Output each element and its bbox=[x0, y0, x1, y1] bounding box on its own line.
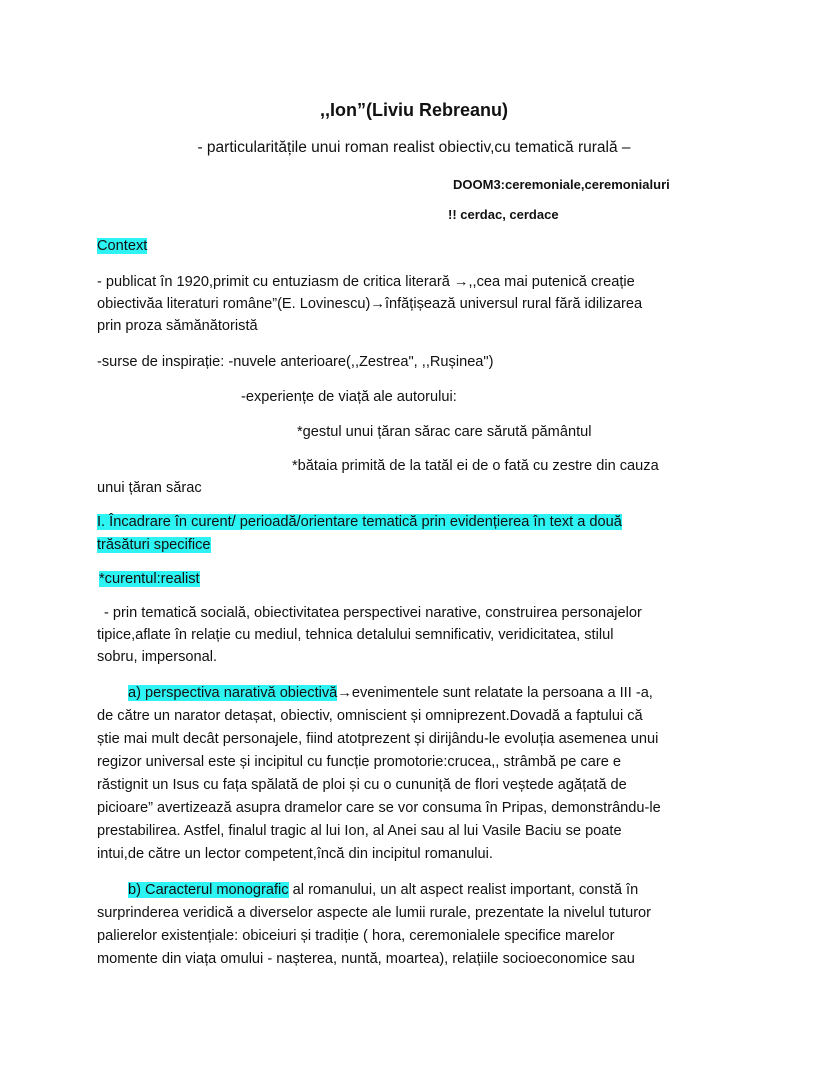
page-title: ,,Ion”(Liviu Rebreanu) bbox=[319, 100, 508, 120]
current-label: *curentul:realist bbox=[99, 571, 200, 587]
paragraph-line: picioare” avertizează asupra dramelor care se vor consuma în Pripas, demonstrându-le bbox=[97, 800, 661, 816]
paragraph-line: surprinderea veridică a diverselor aspecte ale lumii rurale, prezentate la nivelul tuturor bbox=[97, 905, 652, 921]
paragraph-line: prestabilirea. Astfel, finalul tragic al lui Ion, al Anei sau al lui Vasile Baciu se poate bbox=[97, 823, 622, 839]
paragraph-line: tipice,aflate în relație cu mediul, tehnica detalului semnificativ, veridicitatea, stilul bbox=[97, 627, 614, 643]
paragraph-line: unui țăran sărac bbox=[97, 480, 202, 496]
paragraph-line: regizor universal este și incipitul cu funcție promotorie:crucea,, strâmbă pe care e bbox=[97, 754, 621, 770]
section1-heading: I. Încadrare în curent/ perioadă/orientare tematică prin evidențierea în text a două bbox=[97, 514, 622, 530]
page-subtitle: - particularitățile unui roman realist obiectiv,cu tematică rurală – bbox=[197, 139, 631, 156]
paragraph-line: palierelor existențiale: obiceiuri și tradiție ( hora, ceremonialele specifice marelor bbox=[97, 928, 615, 944]
paragraph-line: prin proza sămănătoristă bbox=[97, 318, 258, 334]
paragraph-line: -surse de inspirație: -nuvele anterioare(,,Zestrea", ,,Rușinea") bbox=[97, 354, 494, 370]
note-doom3: DOOM3:ceremoniale,ceremonialuri bbox=[453, 177, 670, 192]
paragraph-line: răstignit un Isus cu fața spălată de ploi și cu o cununiță de flori veștede agățată de bbox=[97, 777, 627, 793]
section1-heading: trăsături specifice bbox=[97, 537, 211, 553]
paragraph-line: *bătaia primită de la tatăl ei de o fată cu zestre din cauza bbox=[292, 458, 659, 474]
paragraph-line: știe mai mult decât personajele, fiind atotprezent și dirijându-le evoluția asemenea unui bbox=[97, 731, 659, 747]
context-heading: Context bbox=[97, 238, 148, 254]
paragraph-line: obiectivăa literaturi române”(E. Lovinescu)→înfățișează universul rural fără idilizarea bbox=[97, 296, 643, 312]
paragraph-line: *gestul unui țăran sărac care sărută pământul bbox=[297, 424, 592, 440]
paragraph-line: - publicat în 1920,primit cu entuziasm de critica literară →,,cea mai putenică creație bbox=[97, 274, 635, 290]
paragraph-line: sobru, impersonal. bbox=[97, 649, 218, 665]
point-b-label: b) Caracterul monografic bbox=[128, 882, 289, 898]
point-a-label: a) perspectiva narativă obiectivă bbox=[128, 685, 338, 701]
paragraph-text: →evenimentele sunt relatate la persoana a III -a, bbox=[337, 685, 653, 701]
paragraph-text: al romanului, un alt aspect realist important, constă în bbox=[288, 882, 639, 898]
paragraph-line: -experiențe de viață ale autorului: bbox=[241, 389, 457, 405]
paragraph-line: intui,de către un lector competent,încă din incipitul romanului. bbox=[97, 846, 493, 862]
paragraph-line: de către un narator detașat, obiectiv, omniscient și omniprezent.Dovadă a faptului că bbox=[97, 708, 643, 724]
paragraph-line: momente din viața omului - nașterea, nuntă, moartea), relațiile socioeconomice sau bbox=[97, 951, 635, 967]
paragraph-line: - prin tematică socială, obiectivitatea perspectivei narative, construirea personajelor bbox=[104, 605, 642, 621]
note-cerdac: !! cerdac, cerdace bbox=[448, 207, 559, 222]
